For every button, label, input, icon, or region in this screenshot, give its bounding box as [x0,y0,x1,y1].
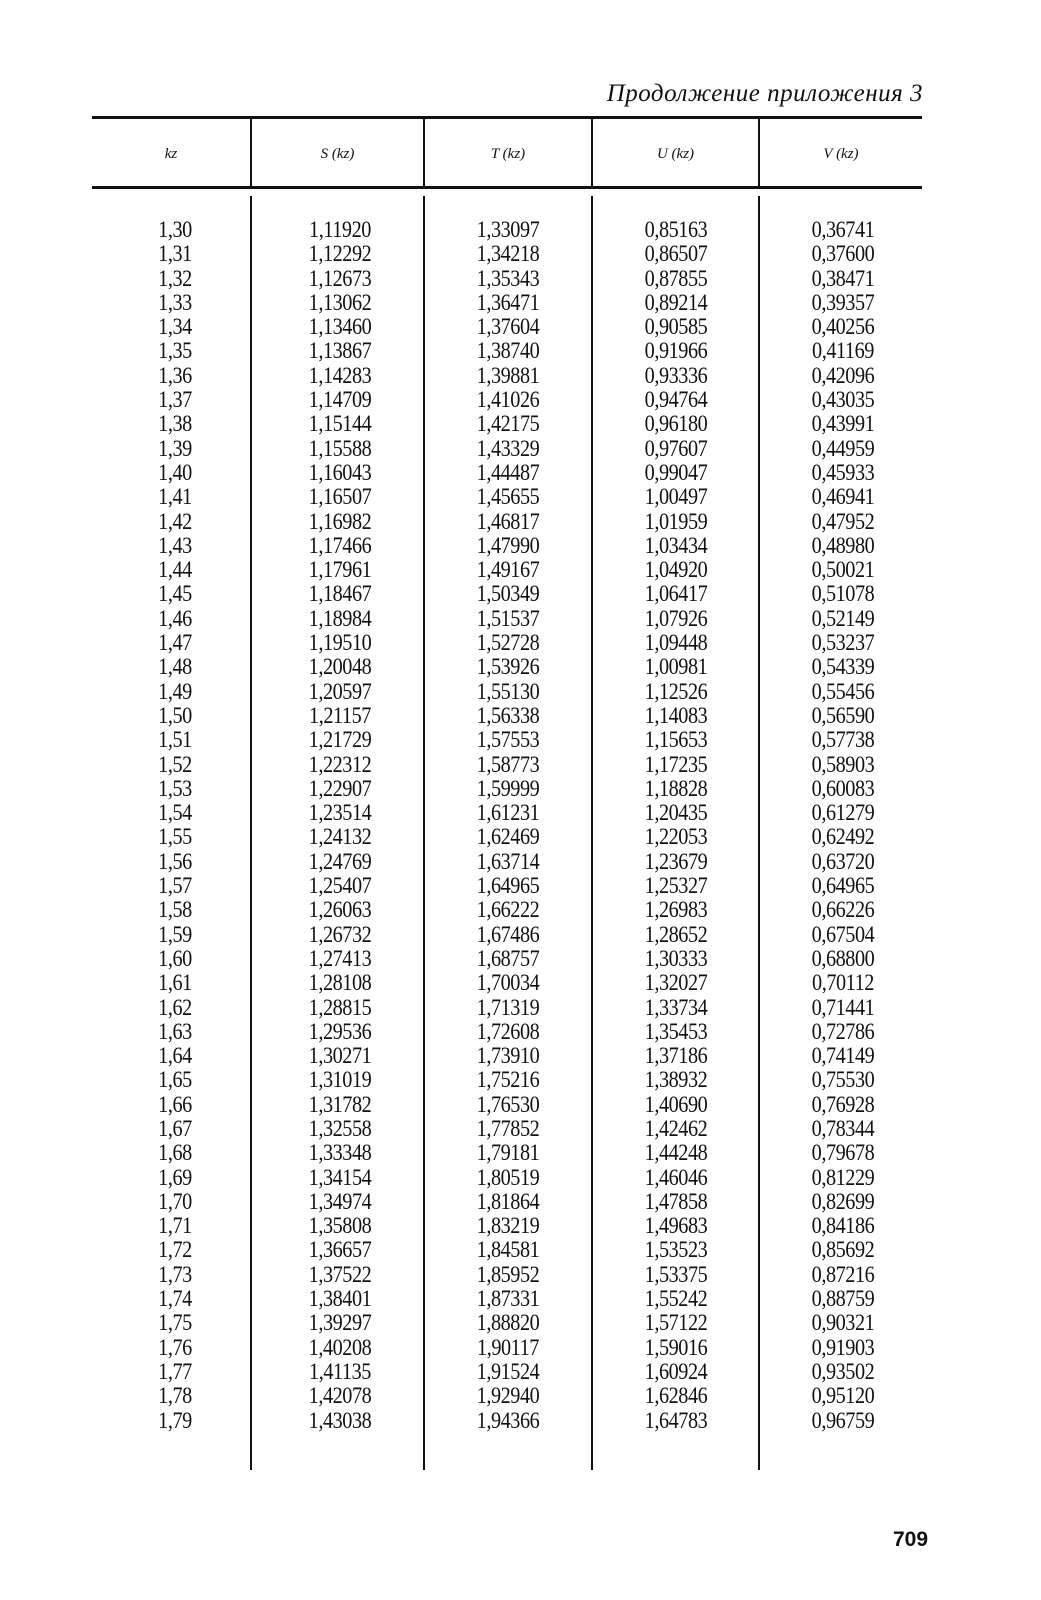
s-cell: 1,23514 [308,800,372,826]
u-cell: 1,23679 [644,848,708,874]
v-cell: 0,37600 [811,241,875,267]
t-cell: 1,56338 [476,702,540,728]
s-cell: 1,15144 [308,411,372,437]
s-cell: 1,15588 [308,435,372,461]
t-cell: 1,70034 [476,970,540,996]
kz-cell: 1,62 [158,994,192,1020]
s-cell: 1,16507 [308,484,372,510]
v-cell: 0,84186 [811,1213,875,1239]
t-cell: 1,90117 [477,1334,539,1360]
column-header-v: V (kz) [823,146,859,162]
t-cell: 1,34218 [476,241,540,267]
v-cell: 0,76928 [811,1091,875,1117]
kz-cell: 1,72 [158,1237,192,1263]
u-cell: 1,14083 [644,702,708,728]
u-cell: 1,46046 [644,1164,708,1190]
v-cell: 0,62492 [811,824,875,850]
v-cell: 0,53237 [811,630,875,656]
t-cell: 1,57553 [476,727,540,753]
t-cell: 1,73910 [476,1043,540,1069]
t-cell: 1,46817 [476,508,540,534]
s-cell: 1,25407 [308,873,372,899]
kz-cell: 1,67 [158,1115,192,1141]
s-cell: 1,31019 [308,1067,372,1093]
t-cell: 1,66222 [476,897,540,923]
v-cell: 0,74149 [811,1043,875,1069]
v-cell: 0,51078 [811,581,875,607]
v-cell: 0,81229 [811,1164,875,1190]
s-cell: 1,38401 [308,1286,372,1312]
s-cell: 1,41135 [309,1358,371,1384]
t-cell: 1,80519 [476,1164,540,1190]
v-cell: 0,78344 [811,1115,875,1141]
column-header-s: S (kz) [320,146,355,162]
u-cell: 1,20435 [644,800,708,826]
kz-cell: 1,79 [158,1407,192,1433]
u-cell: 1,15653 [644,727,708,753]
t-cell: 1,94366 [476,1407,540,1433]
u-cell: 1,44248 [644,1140,708,1166]
column-v [783,218,903,1433]
kz-cell: 1,77 [158,1358,192,1384]
v-cell: 0,57738 [811,727,875,753]
s-cell: 1,12292 [308,241,372,267]
s-cell: 1,34154 [308,1164,372,1190]
v-cell: 0,38471 [811,265,875,291]
s-cell: 1,31782 [308,1091,372,1117]
s-cell: 1,14709 [308,387,372,413]
kz-cell: 1,48 [158,654,192,680]
u-cell: 1,28652 [644,921,708,947]
u-cell: 1,32027 [644,970,708,996]
kz-cell: 1,53 [158,775,192,801]
kz-cell: 1,50 [158,702,192,728]
t-cell: 1,36471 [476,289,540,315]
v-cell: 0,47952 [811,508,875,534]
u-cell: 1,40690 [644,1091,708,1117]
s-cell: 1,17961 [308,557,372,583]
t-cell: 1,85952 [476,1261,540,1287]
v-cell: 0,93502 [811,1358,875,1384]
kz-cell: 1,38 [158,411,192,437]
t-cell: 1,62469 [476,824,540,850]
s-cell: 1,42078 [308,1383,372,1409]
s-cell: 1,12673 [308,265,372,291]
t-cell: 1,64965 [476,873,540,899]
v-cell: 0,56590 [811,702,875,728]
u-cell: 0,85163 [644,217,708,242]
t-cell: 1,52728 [476,630,540,656]
v-cell: 0,43991 [811,411,875,437]
v-cell: 0,90321 [811,1310,875,1336]
u-cell: 1,53523 [644,1237,708,1263]
s-cell: 1,17466 [308,532,372,558]
u-cell: 1,64783 [644,1407,708,1433]
column-divider [591,196,593,1470]
table-header-rule [92,186,922,189]
v-cell: 0,63720 [811,848,875,874]
u-cell: 1,22053 [644,824,708,850]
t-cell: 1,55130 [476,678,540,704]
column-divider [250,196,252,1470]
kz-cell: 1,31 [158,241,192,267]
u-cell: 1,09448 [644,630,708,656]
u-cell: 1,53375 [644,1261,708,1287]
s-cell: 1,22907 [308,775,372,801]
kz-cell: 1,32 [158,265,192,291]
column-kz [120,218,230,1433]
kz-cell: 1,58 [158,897,192,923]
t-cell: 1,41026 [476,387,540,413]
v-cell: 0,36741 [811,217,875,242]
u-cell: 1,62846 [644,1383,708,1409]
kz-cell: 1,69 [158,1164,192,1190]
u-cell: 0,91966 [644,338,708,364]
t-cell: 1,88820 [476,1310,540,1336]
t-cell: 1,67486 [476,921,540,947]
u-cell: 1,06417 [644,581,708,607]
v-cell: 0,55456 [811,678,875,704]
v-cell: 0,40256 [811,314,875,340]
u-cell: 1,12526 [644,678,708,704]
t-cell: 1,68757 [476,945,540,971]
v-cell: 0,70112 [812,970,874,996]
s-cell: 1,36657 [308,1237,372,1263]
u-cell: 0,99047 [644,459,708,485]
t-cell: 1,51537 [476,605,540,631]
kz-cell: 1,44 [158,557,192,583]
t-cell: 1,79181 [476,1140,540,1166]
kz-cell: 1,51 [158,727,192,753]
s-cell: 1,26063 [308,897,372,923]
t-cell: 1,39881 [476,362,540,388]
u-cell: 0,89214 [644,289,708,315]
v-cell: 0,44959 [811,435,875,461]
s-cell: 1,14283 [308,362,372,388]
t-cell: 1,47990 [476,532,540,558]
v-cell: 0,71441 [811,994,875,1020]
kz-cell: 1,65 [158,1067,192,1093]
v-cell: 0,67504 [811,921,875,947]
u-cell: 1,49683 [644,1213,708,1239]
kz-cell: 1,74 [158,1286,192,1312]
s-cell: 1,35808 [308,1213,372,1239]
s-cell: 1,28108 [308,970,372,996]
kz-cell: 1,36 [158,362,192,388]
kz-cell: 1,47 [158,630,192,656]
kz-cell: 1,43 [158,532,192,558]
column-header-kz: kz [164,146,178,162]
u-cell: 1,59016 [644,1334,708,1360]
t-cell: 1,91524 [476,1358,540,1384]
u-cell: 0,93336 [644,362,708,388]
s-cell: 1,13867 [308,338,372,364]
kz-cell: 1,39 [158,435,192,461]
u-cell: 0,86507 [644,241,708,267]
t-cell: 1,77852 [476,1115,540,1141]
kz-cell: 1,63 [158,1018,192,1044]
kz-cell: 1,42 [158,508,192,534]
column-s [280,218,400,1433]
u-cell: 0,87855 [644,265,708,291]
v-cell: 0,66226 [811,897,875,923]
t-cell: 1,76530 [476,1091,540,1117]
t-cell: 1,87331 [476,1286,540,1312]
kz-cell: 1,41 [158,484,192,510]
u-cell: 1,18828 [644,775,708,801]
t-cell: 1,83219 [476,1213,540,1239]
u-cell: 1,00981 [644,654,708,680]
kz-cell: 1,55 [158,824,192,850]
t-cell: 1,42175 [476,411,540,437]
kz-cell: 1,45 [158,581,192,607]
kz-cell: 1,73 [158,1261,192,1287]
u-cell: 1,03434 [644,532,708,558]
t-cell: 1,61231 [476,800,540,826]
kz-cell: 1,35 [158,338,192,364]
page-number: 709 [893,1528,929,1551]
s-cell: 1,20597 [308,678,372,704]
s-cell: 1,21729 [308,727,372,753]
t-cell: 1,53926 [476,654,540,680]
v-cell: 0,60083 [811,775,875,801]
s-cell: 1,21157 [309,702,371,728]
v-cell: 0,88759 [811,1286,875,1312]
t-cell: 1,49167 [476,557,540,583]
u-cell: 1,42462 [644,1115,708,1141]
v-cell: 0,42096 [811,362,875,388]
v-cell: 0,46941 [811,484,875,510]
u-cell: 1,26983 [644,897,708,923]
t-cell: 1,81864 [476,1188,540,1214]
s-cell: 1,22312 [308,751,372,777]
v-cell: 0,87216 [811,1261,875,1287]
column-header-u: U (kz) [656,146,695,162]
kz-cell: 1,60 [158,945,192,971]
kz-cell: 1,64 [158,1043,192,1069]
t-cell: 1,63714 [476,848,540,874]
u-cell: 1,07926 [644,605,708,631]
t-cell: 1,59999 [476,775,540,801]
u-cell: 1,00497 [644,484,708,510]
column-divider [423,196,425,1470]
u-cell: 0,94764 [644,387,708,413]
t-cell: 1,33097 [476,217,540,242]
v-cell: 0,58903 [811,751,875,777]
kz-cell: 1,54 [158,800,192,826]
v-cell: 0,50021 [811,557,875,583]
u-cell: 1,33734 [644,994,708,1020]
s-cell: 1,29536 [308,1018,372,1044]
s-cell: 1,16982 [308,508,372,534]
s-cell: 1,26732 [308,921,372,947]
kz-cell: 1,33 [158,289,192,315]
v-cell: 0,75530 [811,1067,875,1093]
u-cell: 1,30333 [644,945,708,971]
kz-cell: 1,68 [158,1140,192,1166]
u-cell: 1,17235 [644,751,708,777]
s-cell: 1,40208 [308,1334,372,1360]
table-top-rule [92,116,922,119]
u-cell: 0,90585 [644,314,708,340]
v-cell: 0,61279 [811,800,875,826]
kz-cell: 1,76 [158,1334,192,1360]
s-cell: 1,13062 [308,289,372,315]
v-cell: 0,68800 [811,945,875,971]
t-cell: 1,35343 [476,265,540,291]
u-cell: 1,47858 [644,1188,708,1214]
kz-cell: 1,70 [158,1188,192,1214]
kz-cell: 1,66 [158,1091,192,1117]
s-cell: 1,18984 [308,605,372,631]
kz-cell: 1,78 [158,1383,192,1409]
t-cell: 1,45655 [476,484,540,510]
s-cell: 1,24132 [308,824,372,850]
s-cell: 1,34974 [308,1188,372,1214]
s-cell: 1,11920 [309,217,371,242]
kz-cell: 1,34 [158,314,192,340]
kz-cell: 1,30 [158,217,192,242]
kz-cell: 1,59 [158,921,192,947]
u-cell: 1,01959 [644,508,708,534]
s-cell: 1,28815 [308,994,372,1020]
v-cell: 0,45933 [811,459,875,485]
s-cell: 1,32558 [308,1115,372,1141]
v-cell: 0,95120 [811,1383,875,1409]
t-cell: 1,84581 [476,1237,540,1263]
s-cell: 1,30271 [308,1043,372,1069]
s-cell: 1,39297 [308,1310,372,1336]
s-cell: 1,37522 [308,1261,372,1287]
t-cell: 1,58773 [476,751,540,777]
s-cell: 1,19510 [308,630,372,656]
s-cell: 1,24769 [308,848,372,874]
column-header-t: T (kz) [490,146,526,162]
v-cell: 0,85692 [811,1237,875,1263]
v-cell: 0,96759 [811,1407,875,1433]
v-cell: 0,48980 [811,532,875,558]
s-cell: 1,18467 [308,581,372,607]
s-cell: 1,43038 [308,1407,372,1433]
kz-cell: 1,46 [158,605,192,631]
u-cell: 0,97607 [644,435,708,461]
u-cell: 1,57122 [644,1310,708,1336]
t-cell: 1,71319 [476,994,540,1020]
v-cell: 0,72786 [811,1018,875,1044]
kz-cell: 1,75 [158,1310,192,1336]
kz-cell: 1,40 [158,459,192,485]
t-cell: 1,72608 [476,1018,540,1044]
t-cell: 1,92940 [476,1383,540,1409]
s-cell: 1,33348 [308,1140,372,1166]
v-cell: 0,39357 [811,289,875,315]
v-cell: 0,64965 [811,873,875,899]
continuation-heading: Продолжение приложения 3 [606,80,923,107]
u-cell: 0,96180 [644,411,708,437]
column-divider [758,196,760,1470]
v-cell: 0,54339 [811,654,875,680]
kz-cell: 1,49 [158,678,192,704]
s-cell: 1,16043 [308,459,372,485]
u-cell: 1,04920 [644,557,708,583]
kz-cell: 1,57 [158,873,192,899]
kz-cell: 1,37 [158,387,192,413]
t-cell: 1,50349 [476,581,540,607]
u-cell: 1,55242 [644,1286,708,1312]
v-cell: 0,41169 [812,338,874,364]
kz-cell: 1,52 [158,751,192,777]
v-cell: 0,82699 [811,1188,875,1214]
v-cell: 0,52149 [811,605,875,631]
v-cell: 0,91903 [811,1334,875,1360]
kz-cell: 1,61 [158,970,192,996]
t-cell: 1,37604 [476,314,540,340]
s-cell: 1,13460 [308,314,372,340]
t-cell: 1,43329 [476,435,540,461]
column-t [448,218,568,1433]
v-cell: 0,79678 [811,1140,875,1166]
u-cell: 1,60924 [644,1358,708,1384]
t-cell: 1,75216 [476,1067,540,1093]
s-cell: 1,27413 [308,945,372,971]
kz-cell: 1,71 [158,1213,192,1239]
u-cell: 1,37186 [644,1043,708,1069]
s-cell: 1,20048 [308,654,372,680]
v-cell: 0,43035 [811,387,875,413]
u-cell: 1,38932 [644,1067,708,1093]
kz-cell: 1,56 [158,848,192,874]
u-cell: 1,25327 [644,873,708,899]
t-cell: 1,44487 [476,459,540,485]
u-cell: 1,35453 [644,1018,708,1044]
column-u [616,218,736,1433]
t-cell: 1,38740 [476,338,540,364]
